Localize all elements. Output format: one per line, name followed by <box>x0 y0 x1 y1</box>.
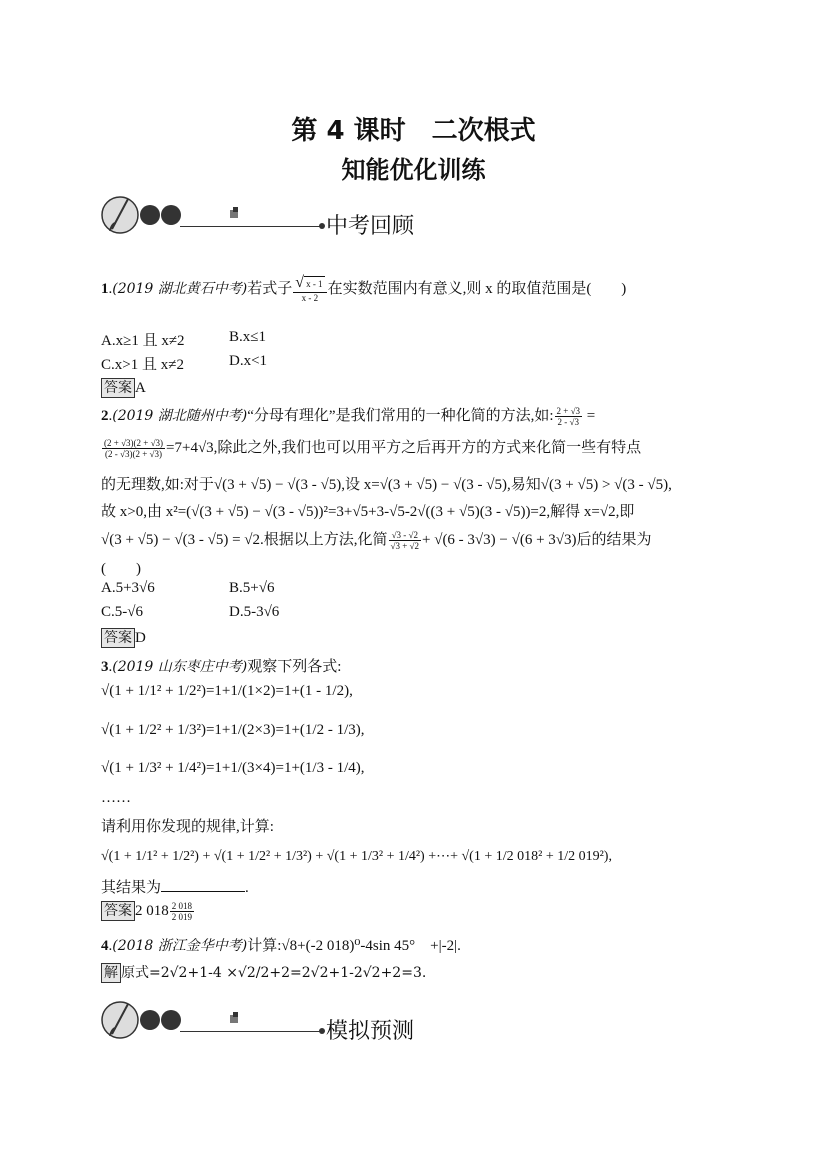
q1-option-d: D.x<1 <box>229 353 268 369</box>
q2-number: 2 <box>101 408 109 424</box>
q2-fraction-2: $\frac{(2 + √3)(2 + √3)}{(2 - √3)(2 + √3)}$ <box>104 438 164 460</box>
q2-answer <box>101 628 146 648</box>
question-4: 4.(2018 浙江金华中考)计算:√8+(-2 018)⁰-4sin 45° +|-2|. <box>101 938 461 954</box>
q3-answer-blank <box>161 891 245 892</box>
q1-option-c: C.x>1 且 x≠2 <box>101 357 184 373</box>
q2-fraction-1: $\frac{2 + √3}{2 - √3}$ <box>556 406 581 428</box>
answer-tag: 答案 <box>101 901 135 921</box>
q3-equation-3: √(1 + 1/3² + 1/4²)=1+1/(3×4)=1+(1/3 - 1/4), <box>101 760 365 776</box>
q3-result-label: 其结果为 <box>101 880 162 896</box>
question-1: 1.(2019 湖北黄石中考)若式子 $\frac{√ x - 1}{x - 2}$ 在实数范围内有意义,则 x 的取值范围是( ) <box>101 274 627 303</box>
page-title: 第 4 课时 二次根式 <box>291 116 536 146</box>
q3-calculation: √(1 + 1/1² + 1/2²) + √(1 + 1/2² + 1/3²) + √(1 + 1/3² + 1/4²) +⋯+ √(1 + 1/2 018² + 1/2 019²), <box>101 849 612 864</box>
brush-palette-icon <box>100 998 240 1043</box>
answer-tag: 答案 <box>101 378 135 398</box>
q2-line-3: 的无理数,如:对于√(3 + √5) − √(3 - √5),设 x=√(3 + √5) − √(3 - √5),易知√(3 + √5) > √(3 - √5), <box>101 477 672 493</box>
q2-line5-text-a: √(3 + √5) − √(3 - √5) = √2.根据以上方法,化简 <box>101 532 388 548</box>
q4-number: 4 <box>101 938 109 954</box>
q3-prompt: 请利用你发现的规律,计算: <box>101 819 274 835</box>
q3-number: 3 <box>101 659 109 675</box>
q3-result-end: . <box>245 880 249 896</box>
q1-answer <box>101 378 146 398</box>
q1-source: (2019 湖北黄石中考) <box>112 280 248 297</box>
q2-paren: ( ) <box>101 561 141 577</box>
q4-solution-text: 原式=2√2+1-4 ×√2/2+2=2√2+1-2√2+2=3. <box>121 965 427 981</box>
section-header-review <box>100 193 430 238</box>
q3-intro: 观察下列各式: <box>247 659 342 675</box>
q3-answer <box>101 901 195 922</box>
q3-result-line <box>101 876 249 897</box>
q1-option-a: A.x≥1 且 x≠2 <box>101 333 185 349</box>
brush-palette-icon <box>100 193 240 238</box>
q4-text: 计算:√8+(-2 018)⁰-4sin 45° +|-2|. <box>247 938 461 954</box>
q4-solution <box>101 962 426 983</box>
q3-source: (2019 山东枣庄中考) <box>112 659 248 675</box>
answer-tag: 答案 <box>101 628 135 648</box>
q2-line-5 <box>101 528 652 551</box>
section-title-review: 中考回顾 <box>326 214 415 239</box>
q1-answer-value: A <box>135 380 146 396</box>
q3-equation-2: √(1 + 1/2² + 1/3²)=1+1/(2×3)=1+(1/2 - 1/3), <box>101 722 365 738</box>
q2-line-2 <box>101 436 641 459</box>
question-3: 3.(2019 山东枣庄中考)观察下列各式: <box>101 659 342 675</box>
q3-answer-fraction: $\frac{2 018}{2 019}$ <box>171 901 192 923</box>
q1-option-b: B.x≤1 <box>229 329 266 345</box>
solution-tag: 解 <box>101 963 121 983</box>
q1-fraction: $\frac{√ x - 1}{x - 2}$ <box>293 276 326 303</box>
q2-option-c: C.5-√6 <box>101 604 143 620</box>
q2-option-d: D.5-3√6 <box>229 604 280 620</box>
q3-answer-integer: 2 018 <box>135 903 169 919</box>
q2-line-4: 故 x>0,由 x²=(√(3 + √5) − √(3 - √5))²=3+√5+3-√5-2√((3 + √5)(3 - √5))=2,解得 x=√2,即 <box>101 504 635 520</box>
q3-equation-1: √(1 + 1/1² + 1/2²)=1+1/(1×2)=1+(1 - 1/2), <box>101 683 353 699</box>
q2-line1: “分母有理化”是我们常用的一种化简的方法,如: <box>247 408 554 424</box>
q2-option-a: A.5+3√6 <box>101 580 155 596</box>
q2-source: (2019 湖北随州中考) <box>112 408 248 424</box>
q2-fraction-3: $\frac{√3 - √2}{√3 + √2}$ <box>390 530 419 552</box>
q1-text-b: 在实数范围内有意义,则 x 的取值范围是( ) <box>327 280 627 297</box>
section-title-mock: 模拟预测 <box>326 1019 415 1044</box>
q2-answer-value: D <box>135 630 146 646</box>
q2-line5-text-b: + √(6 - 3√3) − √(6 + 3√3)后的结果为 <box>422 532 652 548</box>
q3-dots: …… <box>101 790 131 806</box>
q1-number: 1 <box>101 280 109 297</box>
q1-text-a: 若式子 <box>247 280 293 297</box>
q4-source: (2018 浙江金华中考) <box>112 938 248 954</box>
q2-option-b: B.5+√6 <box>229 580 275 596</box>
question-2: 2.(2019 湖北随州中考)“分母有理化”是我们常用的一种化简的方法,如: $\frac{2 + √3}{2 - √3}$ = <box>101 406 596 428</box>
section-header-mock <box>100 998 430 1043</box>
page-subtitle: 知能优化训练 <box>341 156 486 184</box>
q2-line2-text: =7+4√3,除此之外,我们也可以用平方之后再开方的方式来化简一些有特点 <box>166 440 642 456</box>
